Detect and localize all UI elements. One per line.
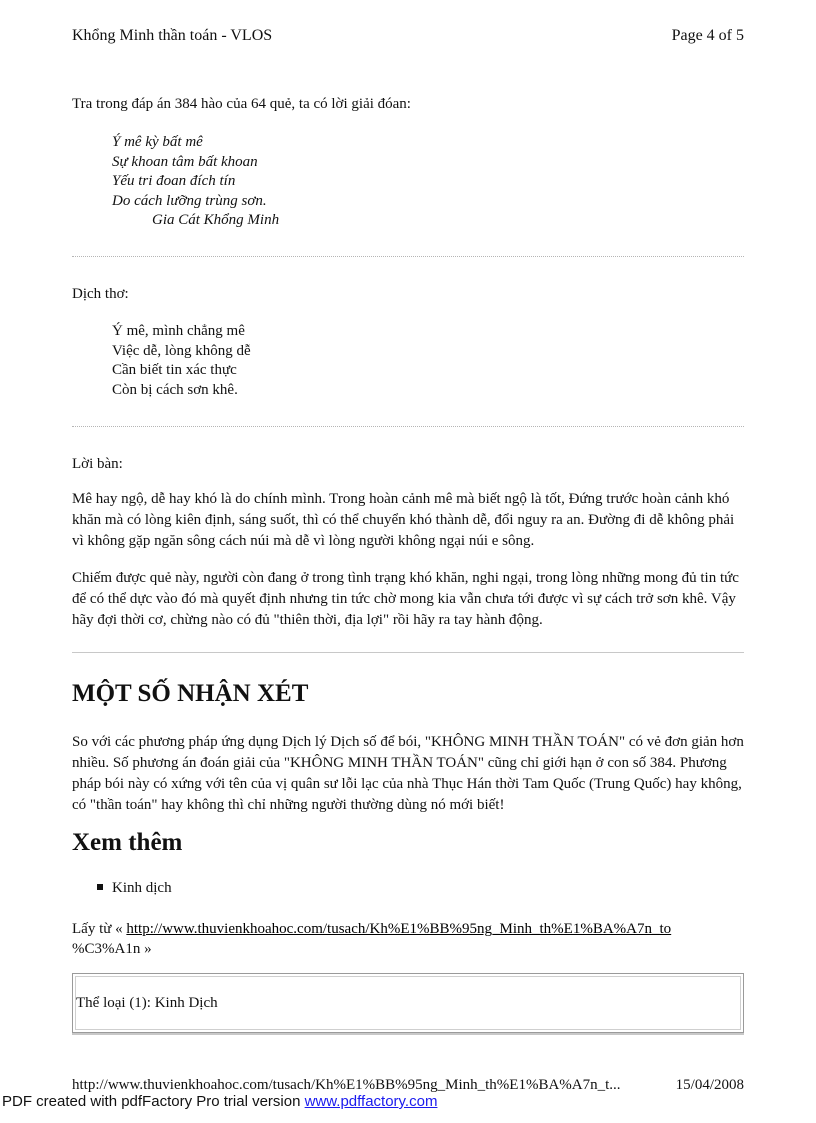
poem-line: Ý mê kỳ bất mê [112, 134, 203, 150]
commentary-label: Lời bàn: [72, 456, 123, 472]
commentary-paragraph-1: Mê hay ngộ, dễ hay khó là do chính mình. Trong hoàn cảnh mê mà biết ngộ là tốt, Đứng trước hoàn cảnh khó khăn mà có lòng kiên định, sáng suốt, thì có thể chuyển khó thành dễ, đổi nguy ra an. Đường đi dễ không phải vì không gặp ngăn sông cách núi mà dễ vì lòng người không ngại núi e sông. [72, 491, 735, 549]
bullet-icon [97, 884, 103, 890]
source-suffix: » [144, 941, 152, 957]
source-line-2 [72, 939, 152, 959]
source-prefix: Lấy từ « [72, 921, 123, 937]
section-heading-see-also: Xem thêm [72, 829, 183, 856]
divider [72, 256, 744, 257]
section-heading-remarks: MỘT SỐ NHẬN XÉT [72, 680, 309, 707]
poem-line: Cần biết tin xác thực [112, 362, 237, 378]
source-line [72, 919, 671, 939]
poem-author: Gia Cát Khổng Minh [152, 212, 280, 228]
pdf-note-text: PDF created with pdfFactory Pro trial version [2, 1093, 305, 1110]
see-also-link[interactable]: Kinh dịch [112, 880, 172, 896]
poem-line: Còn bị cách sơn khê. [112, 381, 238, 398]
divider [72, 652, 744, 653]
category-box [72, 973, 744, 1033]
poem-original [112, 133, 279, 231]
translation-label: Dịch thơ: [72, 286, 129, 302]
source-url-continued: %C3%A1n [72, 941, 141, 957]
poem-line: Yếu tri đoan đích tín [112, 173, 236, 189]
pdffactory-link[interactable]: www.pdffactory.com [304, 1093, 438, 1110]
footer-url: http://www.thuvienkhoahoc.com/tusach/Kh%E1%BB%95ng_Minh_th%E1%BA%A7n_t... [72, 1077, 621, 1093]
poem-line: Ý mê, mình chẳng mê [112, 323, 245, 339]
commentary-paragraph-2: Chiếm được quẻ này, người còn đang ở trong tình trạng khó khăn, nghi ngại, trong lòng những mong đủ tin tức để có thể dực vào đó mà quyết định nhưng tin tức chờ mong kia vẫn chưa tới được vì sự cách trở sơn khê. Vậy hãy đợi thời cơ, chừng nào có đủ "thiên thời, địa lợi" rồi hãy ra tay hành động. [72, 570, 739, 628]
remarks-paragraph: So với các phương pháp ứng dụng Dịch lý Dịch số để bói, "KHÔNG MINH THẦN TOÁN" có vẻ đơn giản hơn nhiều. Số phương án đoán giải của "KHÔNG MINH THẦN TOÁN" cũng chỉ giới hạn ở con số 384. Phương pháp bói này có xứng với tên của vị quân sư lỗi lạc của nhà Thục Hán thời Tam Quốc (Trung Quốc) hay không, có "thần toán" hay không thì chỉ những người thường dùng nó mới biết! [72, 734, 744, 813]
category-link[interactable]: Thể loại (1): Kinh Dịch [76, 995, 218, 1011]
poem-line: Sự khoan tâm bất khoan [112, 153, 258, 170]
divider [72, 1033, 744, 1035]
source-url-link[interactable]: http://www.thuvienkhoahoc.com/tusach/Kh%E1%BB%95ng_Minh_th%E1%BA%A7n_to [126, 921, 672, 937]
intro-text: Tra trong đáp án 384 hào của 64 quẻ, ta có lời giải đóan: [72, 96, 411, 112]
divider [72, 426, 744, 427]
pdf-watermark [2, 1093, 437, 1110]
footer-date: 15/04/2008 [675, 1077, 744, 1093]
page-number: Page 4 of 5 [671, 27, 744, 44]
poem-line: Do cách lưỡng trùng sơn. [112, 192, 267, 209]
poem-translation [112, 322, 251, 400]
document-title: Khổng Minh thần toán - VLOS [72, 27, 273, 44]
poem-line: Việc dễ, lòng không dễ [112, 342, 251, 359]
